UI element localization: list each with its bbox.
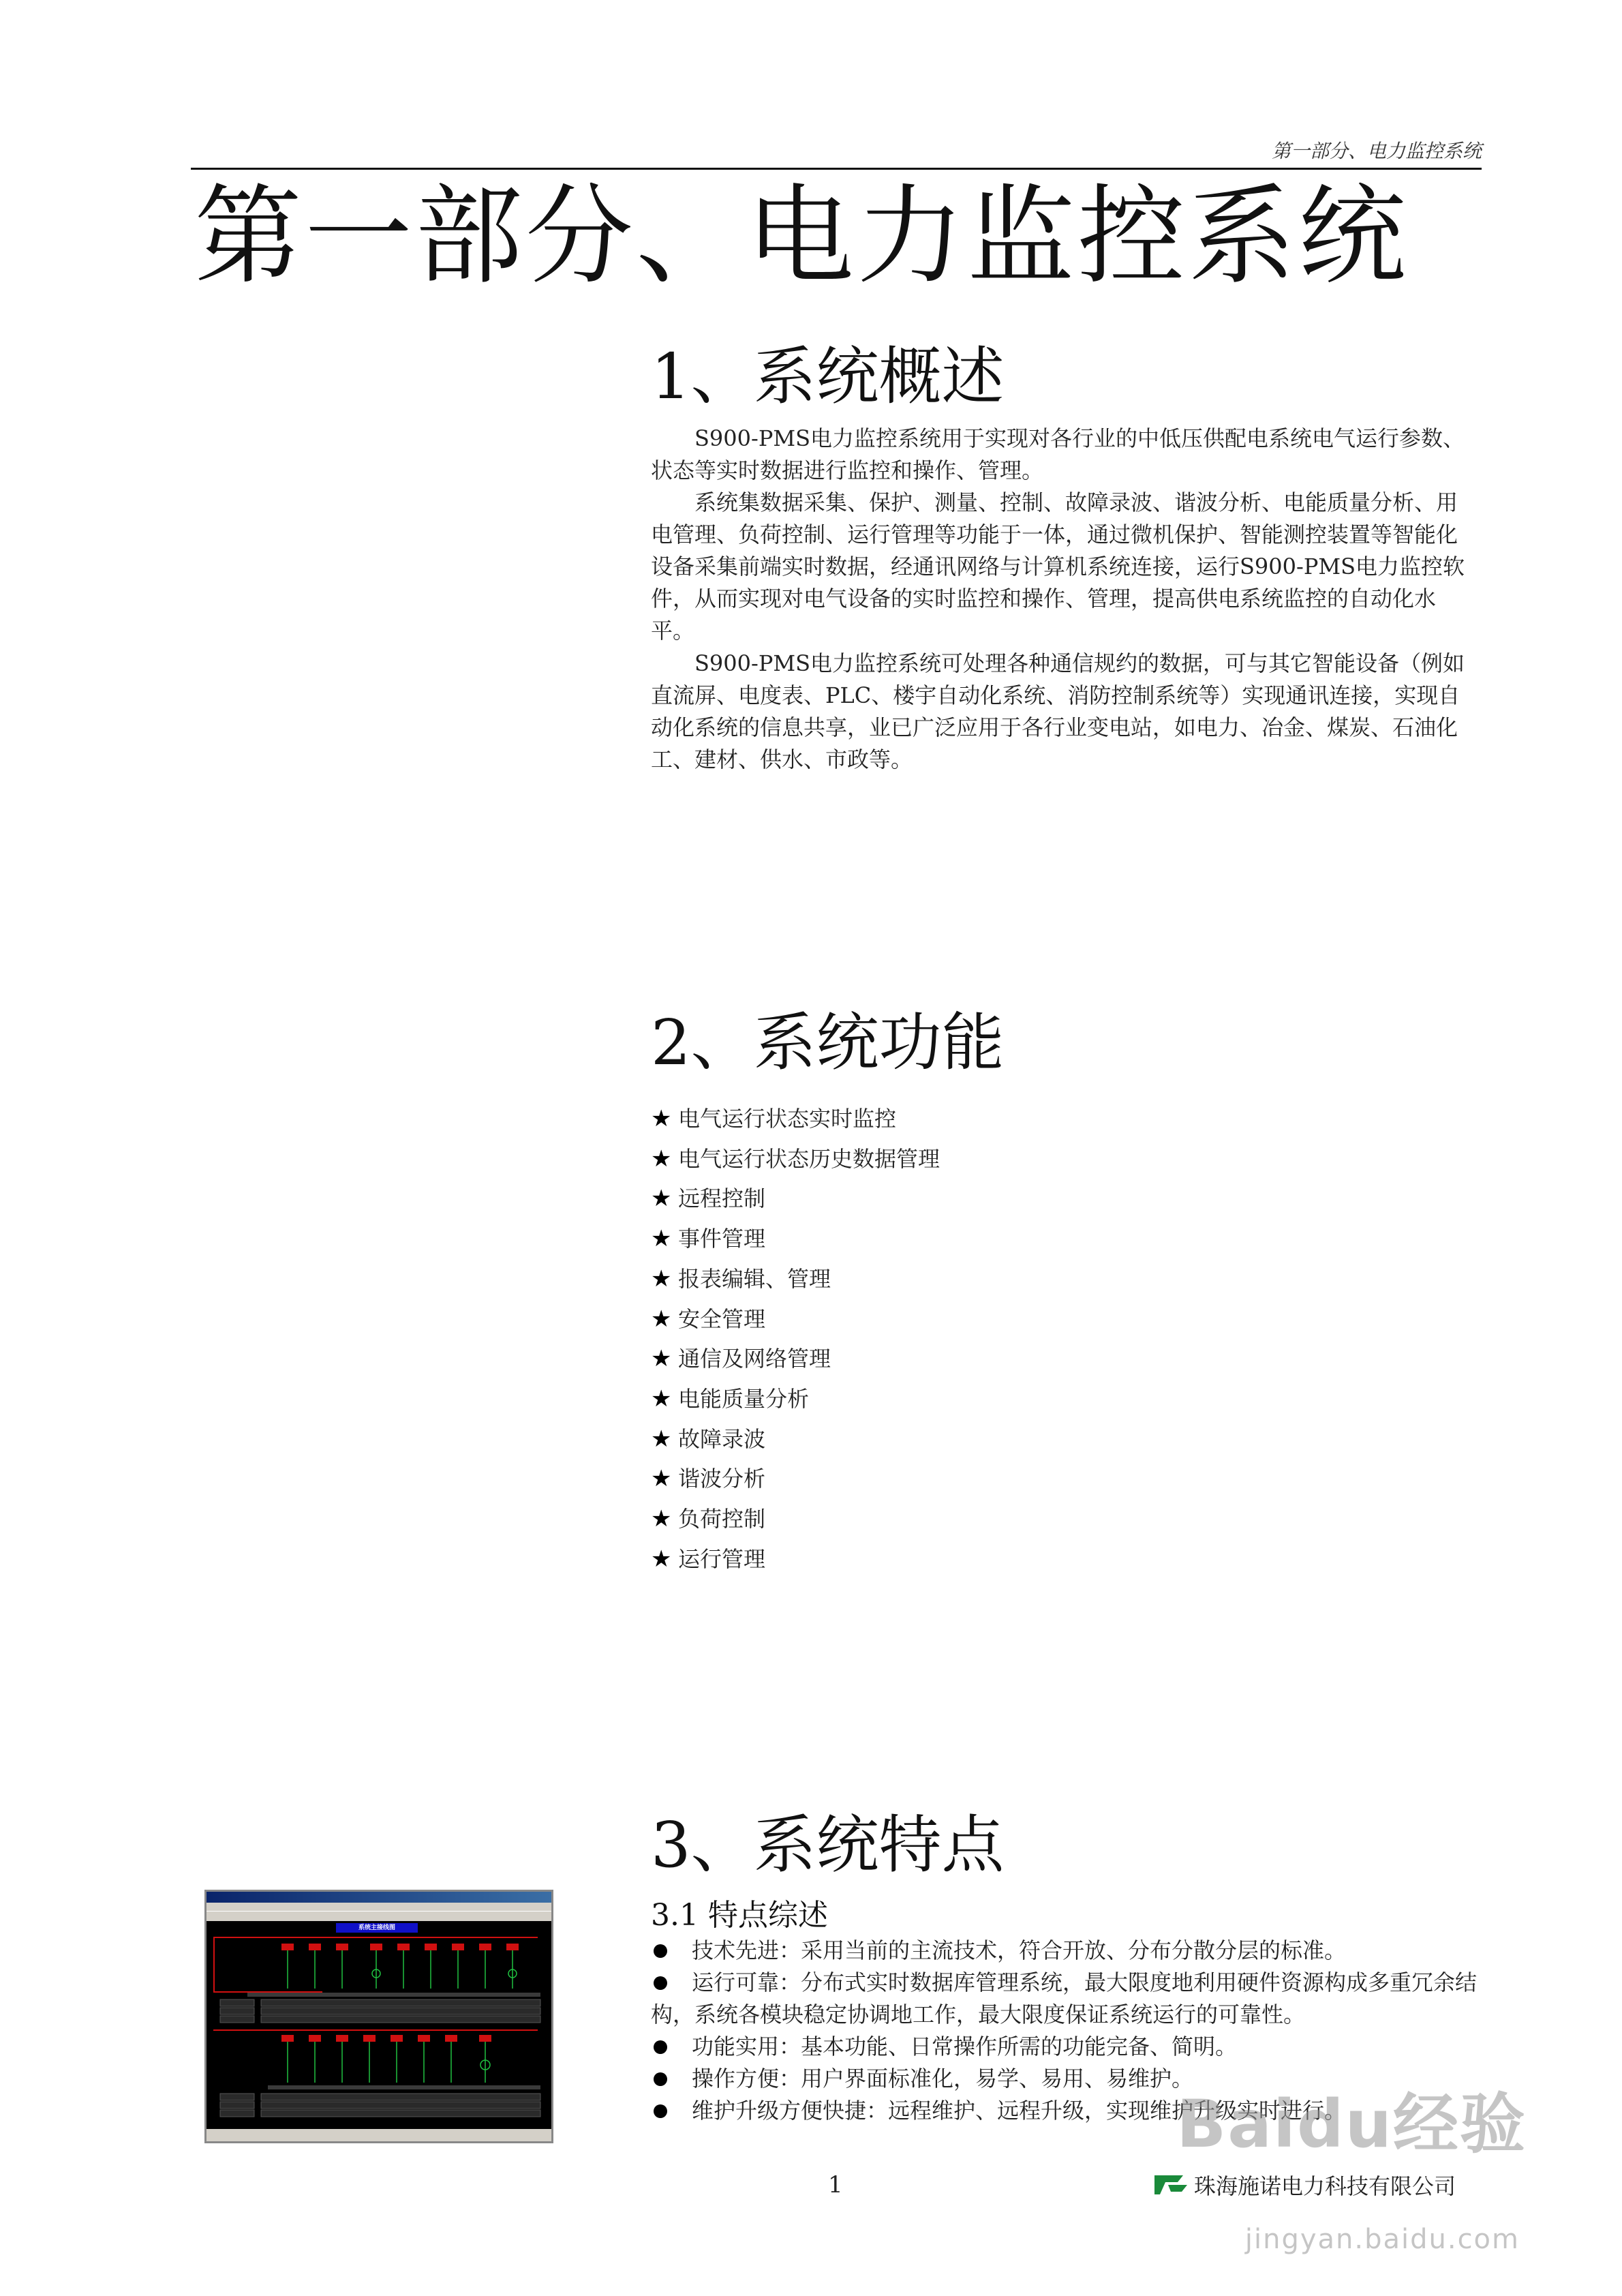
list-item: ★ 电气运行状态实时监控 — [651, 1099, 940, 1139]
busbar-left-bottom — [213, 1991, 322, 1993]
star-icon: ★ — [651, 1425, 672, 1453]
list-item: ★ 故障录波 — [651, 1419, 940, 1460]
list-item: 操作方便：用户界面标准化，易学、易用、易维护。 — [651, 2063, 1479, 2095]
list-item: ★ 电气运行状态历史数据管理 — [651, 1139, 940, 1179]
screenshot-statusbar — [206, 2129, 551, 2141]
star-icon: ★ — [651, 1465, 672, 1493]
list-item: ★ 报表编辑、管理 — [651, 1259, 940, 1299]
section1-paragraph-2: 系统集数据采集、保护、测量、控制、故障录波、谐波分析、电能质量分析、用电管理、负荷控制、运行管理等功能于一体，通过微机保护、智能测控装置等智能化设备采集前端实时数据，经通讯网络与计算机系统连接，运行S900-PMS电力监控软件，从而实现对电气设备的实时监控和操作、管理，提高供电系统监控的自动化水平。 — [651, 489, 1465, 644]
busbar-top — [213, 1937, 538, 1938]
list-item: ★ 远程控制 — [651, 1179, 940, 1219]
star-icon: ★ — [651, 1305, 672, 1333]
star-icon: ★ — [651, 1145, 672, 1173]
star-icon: ★ — [651, 1505, 672, 1533]
screenshot-toolbar — [206, 1911, 551, 1921]
list-item: ★ 事件管理 — [651, 1219, 940, 1259]
list-item: ★ 负荷控制 — [651, 1499, 940, 1539]
screenshot-menubar — [206, 1903, 551, 1911]
label-row-1 — [247, 1993, 540, 1997]
bullet-dot-icon — [654, 1944, 667, 1958]
list-item: 运行可靠：分布式实时数据库管理系统，最大限度地利用硬件资源构成多重冗余结构，系统各模块稳定协调地工作，最大限度保证系统运行的可靠性。 — [651, 1969, 1478, 2027]
data-table-2 — [220, 2094, 540, 2117]
bullet-dot-icon — [654, 1976, 667, 1990]
list-item: ★ 通信及网络管理 — [651, 1339, 940, 1379]
section1-title: 1、系统概述 — [651, 340, 1005, 413]
star-icon: ★ — [651, 1345, 672, 1373]
feeders-row-2 — [288, 2042, 490, 2083]
star-icon: ★ — [651, 1545, 672, 1573]
section3-subtitle: 3.1 特点综述 — [651, 1898, 828, 1933]
page-number: 1 — [828, 2171, 843, 2199]
running-header: 第一部分、电力监控系统 — [1271, 140, 1482, 162]
list-item: 维护升级方便快捷：远程维护、远程升级，实现维护升级实时进行。 — [651, 2095, 1479, 2127]
diagram-banner: 系统主接线图 — [336, 1923, 418, 1933]
busbar-middle — [213, 2029, 538, 2031]
company-name: 珠海施诺电力科技有限公司 — [1194, 2173, 1456, 2199]
list-item: ★ 电能质量分析 — [651, 1379, 940, 1419]
section1-paragraph-3: S900-PMS电力监控系统可处理各种通信规约的数据，可与其它智能设备（例如直流屏、电度表、PLC、楼宇自动化系统、消防控制系统等）实现通讯连接，实现自动化系统的信息共享，业已广泛应用于各行业变电站，如电力、冶金、煤炭、石油化工、建材、供水、市政等。 — [651, 650, 1465, 772]
watermark-url: jingyan.baidu.com — [1244, 2224, 1520, 2255]
bullet-dot-icon — [654, 2072, 667, 2086]
star-icon: ★ — [651, 1105, 672, 1132]
star-icon: ★ — [651, 1385, 672, 1413]
company-logo-icon — [1152, 2171, 1190, 2199]
section3-title: 3、系统特点 — [651, 1809, 1005, 1882]
breaker-row-2 — [281, 2035, 491, 2042]
bullet-dot-icon — [654, 2104, 667, 2118]
list-item: 技术先进：采用当前的主流技术，符合开放、分布分散分层的标准。 — [651, 1935, 1479, 1967]
list-item: ★ 运行管理 — [651, 1539, 940, 1580]
part-title: 第一部分、电力监控系统 — [194, 174, 1409, 299]
feeders-row-1 — [288, 1950, 517, 1989]
software-screenshot — [204, 1890, 553, 2143]
company-footer — [1152, 2169, 1456, 2201]
label-row-2 — [268, 2085, 540, 2089]
star-icon: ★ — [651, 1265, 672, 1293]
breaker-row-1 — [281, 1944, 519, 1950]
data-table-1 — [220, 1999, 540, 2023]
screenshot-titlebar — [206, 1892, 551, 1903]
list-item: ★ 谐波分析 — [651, 1459, 940, 1499]
watermark-logo: Baidu经验 — [1176, 2086, 1527, 2162]
star-icon: ★ — [651, 1185, 672, 1213]
busbar-left — [213, 1937, 215, 1991]
bullet-dot-icon — [654, 2040, 667, 2054]
single-line-diagram — [206, 1920, 551, 2129]
header-rule — [191, 168, 1482, 170]
star-icon: ★ — [651, 1225, 672, 1253]
list-item: ★ 安全管理 — [651, 1299, 940, 1340]
list-item: 功能实用：基本功能、日常操作所需的功能完备、简明。 — [651, 2031, 1479, 2063]
section2-title: 2、系统功能 — [651, 1006, 1005, 1079]
section1-paragraph-1: S900-PMS电力监控系统用于实现对各行业的中低压供配电系统电气运行参数、状态等实时数据进行监控和操作、管理。 — [651, 425, 1465, 483]
function-list — [651, 1099, 940, 1579]
diagram-svg — [206, 1920, 551, 2129]
